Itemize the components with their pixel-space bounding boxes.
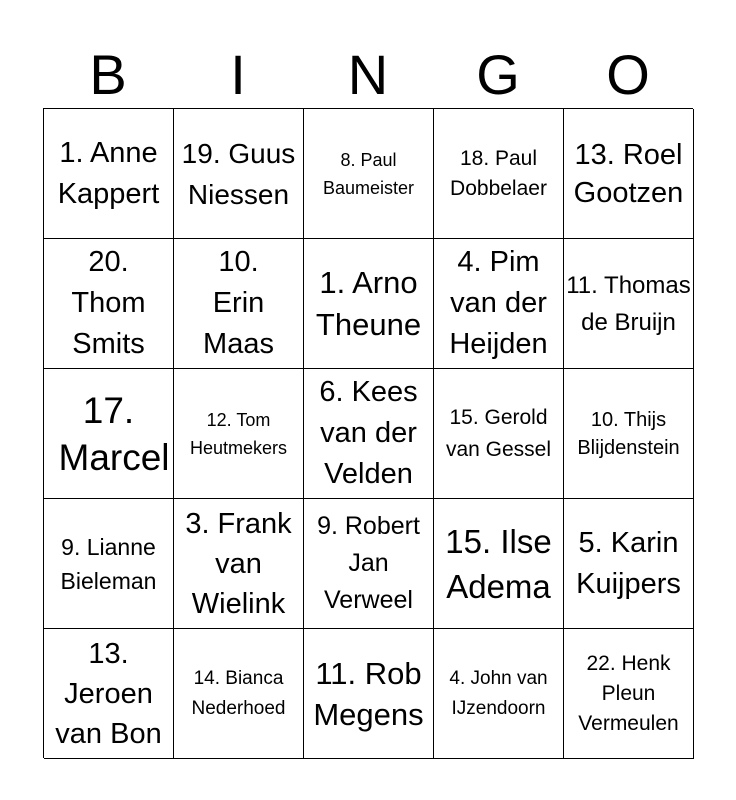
- bingo-cell-r5-c1[interactable]: [44, 629, 174, 759]
- cell-label: 20. Thom Smits: [71, 246, 146, 360]
- bingo-cell-r4-c2[interactable]: [174, 499, 304, 629]
- bingo-header: [43, 44, 693, 106]
- cell-label: 4. John van IJzendoorn: [449, 667, 548, 719]
- cell-label: 15. Ilse Adema: [445, 522, 552, 605]
- cell-label: 22. Henk Pleun Vermeulen: [578, 651, 679, 735]
- bingo-cell-r5-c4[interactable]: [434, 629, 564, 759]
- bingo-cell-r3-c3[interactable]: [304, 369, 434, 499]
- cell-label: 11. Thomas de Bruijn: [566, 271, 691, 336]
- header-letter-n: N: [347, 43, 389, 106]
- bingo-cell-r5-c5[interactable]: [564, 629, 694, 759]
- cell-label: 19. Guus Niessen: [181, 137, 296, 210]
- cell-label: 17. Marcel: [58, 389, 170, 478]
- bingo-cell-r3-c1[interactable]: [44, 369, 174, 499]
- cell-label: 10. Erin Maas: [203, 246, 274, 360]
- cell-label: 10. Thijs Blijdenstein: [577, 408, 680, 459]
- cell-label: 14. Bianca Nederhoed: [191, 667, 286, 719]
- cell-label: 6. Kees van der Velden: [319, 376, 418, 490]
- bingo-cell-r5-c2[interactable]: [174, 629, 304, 759]
- cell-label: 1. Arno Theune: [315, 264, 422, 342]
- bingo-cell-r4-c3[interactable]: [304, 499, 434, 629]
- cell-label: 13. Jeroen van Bon: [55, 637, 162, 750]
- bingo-cell-r4-c4[interactable]: [434, 499, 564, 629]
- bingo-cell-r4-c5[interactable]: [564, 499, 694, 629]
- bingo-cell-r3-c5[interactable]: [564, 369, 694, 499]
- cell-label: 15. Gerold van Gessel: [445, 405, 552, 461]
- header-letter-g: G: [476, 43, 520, 106]
- cell-label: 1. Anne Kappert: [57, 136, 160, 210]
- bingo-cell-r2-c2[interactable]: [174, 239, 304, 369]
- bingo-cell-r3-c4[interactable]: [434, 369, 564, 499]
- header-letter-i: I: [230, 43, 246, 106]
- cell-label: 9. Lianne Bieleman: [60, 533, 157, 594]
- cell-label: 18. Paul Dobbelaer: [450, 146, 547, 200]
- bingo-cell-r1-c2[interactable]: [174, 109, 304, 239]
- bingo-cell-r2-c3[interactable]: [304, 239, 434, 369]
- bingo-cell-r2-c4[interactable]: [434, 239, 564, 369]
- cell-label: 8. Paul Baumeister: [322, 149, 415, 198]
- cell-label: 12. Tom Heutmekers: [189, 409, 288, 458]
- cell-label: 11. Rob Megens: [313, 655, 424, 732]
- cell-label: 5. Karin Kuijpers: [576, 526, 681, 600]
- header-letter-b: B: [89, 43, 127, 106]
- bingo-cell-r1-c4[interactable]: [434, 109, 564, 239]
- bingo-grid: [43, 108, 693, 758]
- bingo-cell-r5-c3[interactable]: [304, 629, 434, 759]
- cell-label: 4. Pim van der Heijden: [449, 246, 548, 360]
- bingo-cell-r1-c5[interactable]: [564, 109, 694, 239]
- cell-label: 3. Frank van Wielink: [185, 507, 292, 620]
- bingo-cell-r2-c1[interactable]: [44, 239, 174, 369]
- bingo-cell-r2-c5[interactable]: [564, 239, 694, 369]
- bingo-cell-r1-c3[interactable]: [304, 109, 434, 239]
- bingo-cell-r1-c1[interactable]: [44, 109, 174, 239]
- cell-label: 13. Roel Gootzen: [573, 138, 684, 209]
- bingo-cell-r3-c2[interactable]: [174, 369, 304, 499]
- bingo-cell-r4-c1[interactable]: [44, 499, 174, 629]
- cell-label: 9. Robert Jan Verweel: [317, 512, 420, 614]
- header-letter-o: O: [606, 43, 650, 106]
